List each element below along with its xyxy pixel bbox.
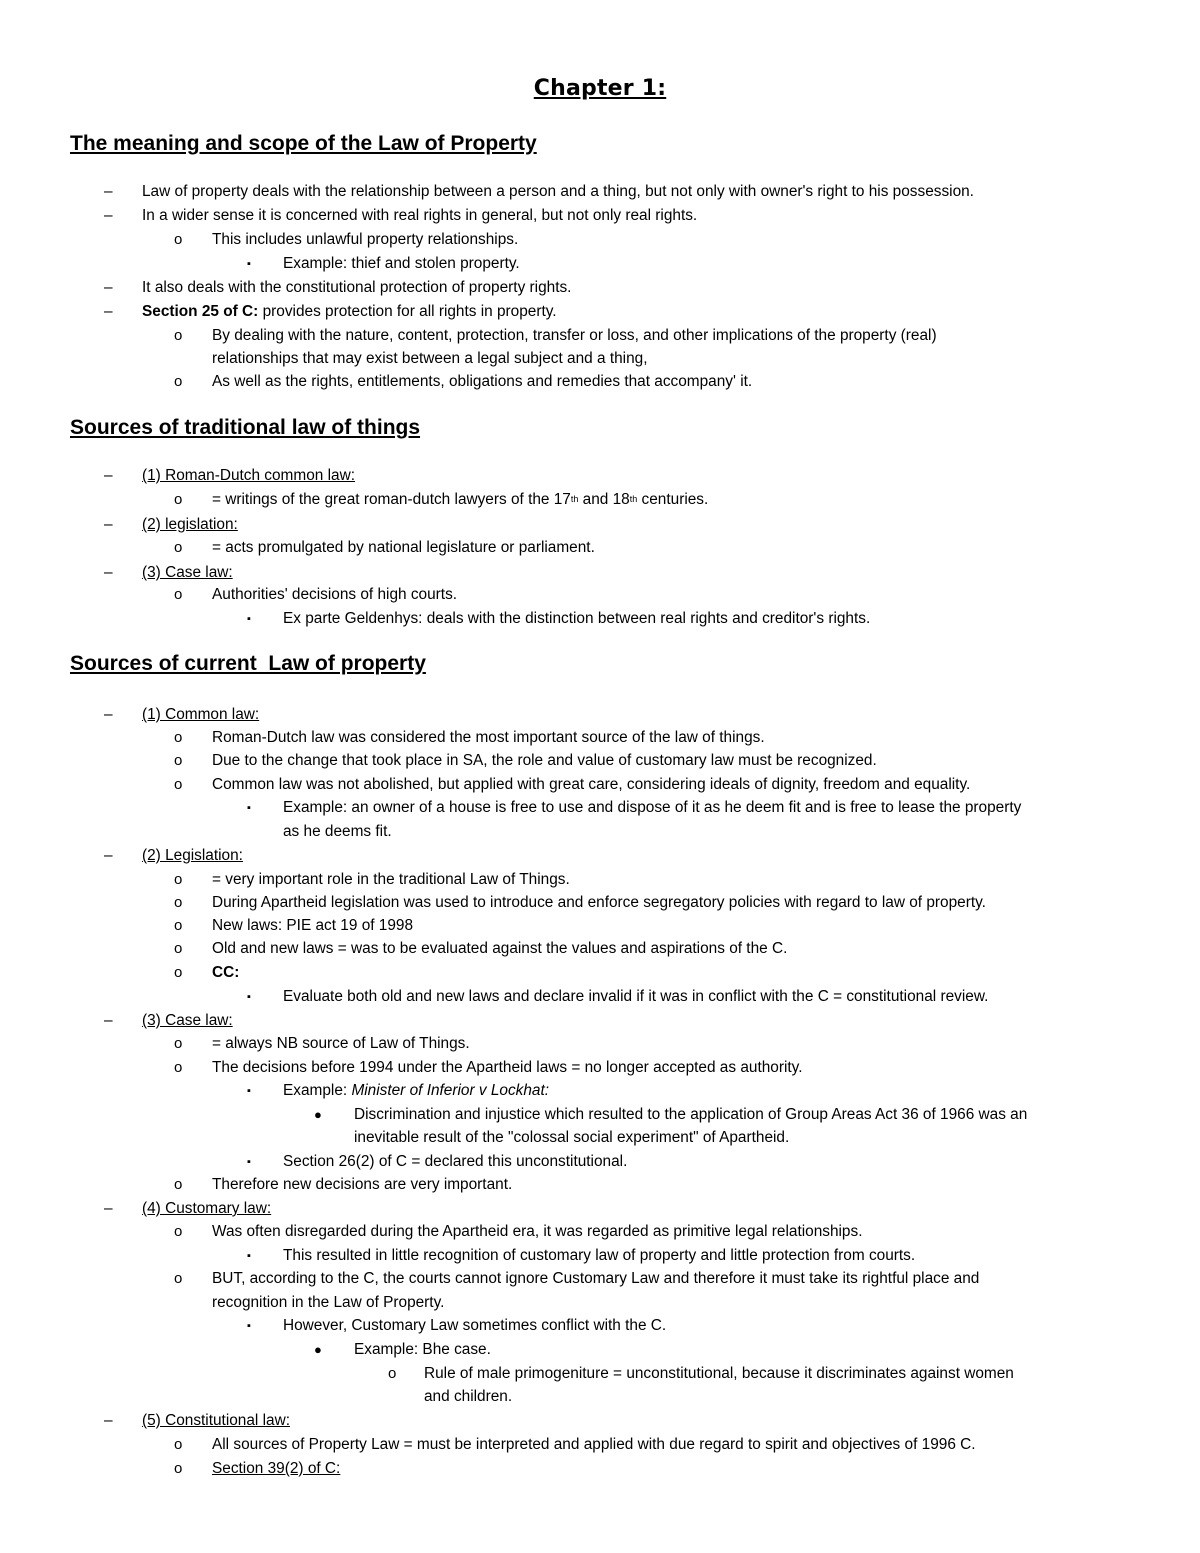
dash-bullet: –: [104, 1412, 113, 1429]
list-item: It also deals with the constitutional protection of property rights.: [142, 279, 572, 296]
list-item: Section 26(2) of C = declared this unconstitutional.: [283, 1153, 628, 1170]
dot-bullet: ●: [314, 1107, 322, 1122]
circle-bullet: o: [174, 1436, 183, 1453]
circle-bullet: o: [174, 539, 183, 556]
circle-bullet: o: [174, 776, 183, 793]
list-item: Example: thief and stolen property.: [283, 255, 520, 272]
circle-bullet: o: [174, 1460, 183, 1477]
list-item: = acts promulgated by national legislature or parliament.: [212, 539, 595, 556]
list-item: As well as the rights, entitlements, obligations and remedies that accompany' it.: [212, 373, 753, 390]
square-bullet: ▪: [247, 1250, 251, 1262]
circle-bullet: o: [174, 940, 183, 957]
circle-bullet: o: [174, 1059, 183, 1076]
list-item: = always NB source of Law of Things.: [212, 1035, 470, 1052]
dash-bullet: –: [104, 1012, 113, 1029]
list-item-label: (2) Legislation:: [142, 847, 243, 864]
list-item: Authorities' decisions of high courts.: [212, 586, 458, 603]
list-item: Discrimination and injustice which resulted to the application of Group Areas Act 36 of 1966 was an: [354, 1106, 1028, 1123]
list-item: Law of property deals with the relationship between a person and a thing, but not only with owner's right to his possession.: [142, 183, 974, 200]
square-bullet: ▪: [247, 802, 251, 814]
list-item-label: (2) legislation:: [142, 516, 238, 533]
list-item: Roman-Dutch law was considered the most important source of the law of things.: [212, 729, 765, 746]
square-bullet: ▪: [247, 991, 251, 1003]
square-bullet: ▪: [247, 1320, 251, 1332]
section-heading-current-sources: Sources of current Law of property: [70, 652, 426, 675]
list-item: Therefore new decisions are very important.: [212, 1176, 513, 1193]
square-bullet: ▪: [247, 1085, 251, 1097]
list-item-continuation: relationships that may exist between a legal subject and a thing,: [212, 350, 648, 367]
circle-bullet: o: [174, 1223, 183, 1240]
circle-bullet: o: [174, 1176, 183, 1193]
circle-bullet: o: [388, 1365, 397, 1382]
list-item-label: (3) Case law:: [142, 564, 233, 581]
list-item: Old and new laws = was to be evaluated against the values and aspirations of the C.: [212, 940, 788, 957]
list-item-text: provides protection for all rights in property.: [258, 303, 557, 320]
list-item-label: (1) Common law:: [142, 706, 260, 723]
square-bullet: ▪: [247, 613, 251, 625]
list-item: Common law was not abolished, but applied with great care, considering ideals of dignity, freedom and equality.: [212, 776, 971, 793]
dash-bullet: –: [104, 279, 113, 296]
list-item: Due to the change that took place in SA, the role and value of customary law must be recognized.: [212, 752, 877, 769]
list-item-continuation: inevitable result of the "colossal social experiment" of Apartheid.: [354, 1129, 790, 1146]
list-item: New laws: PIE act 19 of 1998: [212, 917, 414, 934]
list-item: Rule of male primogeniture = unconstitutional, because it discriminates against women: [424, 1365, 1014, 1382]
dash-bullet: –: [104, 303, 113, 320]
list-item-label: (4) Customary law:: [142, 1200, 272, 1217]
dash-bullet: –: [104, 516, 113, 533]
dash-bullet: –: [104, 467, 113, 484]
list-item-label: (3) Case law:: [142, 1012, 233, 1029]
list-item: Example: Minister of Inferior v Lockhat:: [283, 1082, 550, 1099]
list-item: This resulted in little recognition of customary law of property and little protection from courts.: [283, 1247, 916, 1264]
square-bullet: ▪: [247, 258, 251, 270]
circle-bullet: o: [174, 231, 183, 248]
circle-bullet: o: [174, 327, 183, 344]
case-name: Minister of Inferior v Lockhat:: [351, 1082, 550, 1099]
dash-bullet: –: [104, 183, 113, 200]
list-item: Was often disregarded during the Apartheid era, it was regarded as primitive legal relationships.: [212, 1223, 863, 1240]
dash-bullet: –: [104, 207, 113, 224]
circle-bullet: o: [174, 894, 183, 911]
list-item: All sources of Property Law = must be interpreted and applied with due regard to spirit and objectives of 1996 C.: [212, 1436, 976, 1453]
circle-bullet: o: [174, 752, 183, 769]
list-item-continuation: and children.: [424, 1388, 513, 1405]
list-item: [142, 303, 557, 321]
chapter-title: Chapter 1:: [533, 76, 667, 101]
section-heading-meaning-scope: The meaning and scope of the Law of Property: [70, 132, 537, 155]
list-item: By dealing with the nature, content, protection, transfer or loss, and other implications of the property (real): [212, 327, 937, 344]
dash-bullet: –: [104, 847, 113, 864]
section-heading-traditional-sources: Sources of traditional law of things: [70, 416, 421, 439]
circle-bullet: o: [174, 964, 183, 981]
dash-bullet: –: [104, 564, 113, 581]
list-item: Evaluate both old and new laws and declare invalid if it was in conflict with the C = constitutional review.: [283, 988, 989, 1005]
list-item-continuation: as he deems fit.: [283, 823, 392, 840]
dash-bullet: –: [104, 706, 113, 723]
circle-bullet: o: [174, 373, 183, 390]
list-item: Ex parte Geldenhys: deals with the distinction between real rights and creditor's rights.: [283, 610, 871, 627]
list-item-continuation: recognition in the Law of Property.: [212, 1294, 445, 1311]
square-bullet: ▪: [247, 1156, 251, 1168]
dot-bullet: ●: [314, 1342, 322, 1357]
circle-bullet: o: [174, 586, 183, 603]
list-item: = writings of the great roman-dutch lawyers of the 17th and 18th centuries.: [212, 491, 709, 508]
list-item-label: Section 39(2) of C:: [212, 1460, 341, 1477]
circle-bullet: o: [174, 729, 183, 746]
list-item-label: (5) Constitutional law:: [142, 1412, 290, 1429]
list-item: During Apartheid legislation was used to introduce and enforce segregatory policies with regard to law of property.: [212, 894, 986, 911]
list-item: The decisions before 1994 under the Apartheid laws = no longer accepted as authority.: [212, 1059, 803, 1076]
circle-bullet: o: [174, 1035, 183, 1052]
dash-bullet: –: [104, 1200, 113, 1217]
list-item: BUT, according to the C, the courts cannot ignore Customary Law and therefore it must take its rightful place and: [212, 1270, 980, 1287]
circle-bullet: o: [174, 491, 183, 508]
list-item: = very important role in the traditional Law of Things.: [212, 871, 570, 888]
list-item: This includes unlawful property relationships.: [212, 231, 519, 248]
list-item: CC:: [212, 964, 240, 981]
circle-bullet: o: [174, 917, 183, 934]
list-item-label: (1) Roman-Dutch common law:: [142, 467, 355, 484]
list-item: Example: Bhe case.: [354, 1341, 491, 1358]
list-item: Example: an owner of a house is free to use and dispose of it as he deem fit and is free to lease the property: [283, 799, 1022, 816]
section-ref: Section 25 of C:: [142, 303, 259, 320]
list-item: However, Customary Law sometimes conflict with the C.: [283, 1317, 667, 1334]
list-item: In a wider sense it is concerned with real rights in general, but not only real rights.: [142, 207, 698, 224]
circle-bullet: o: [174, 871, 183, 888]
circle-bullet: o: [174, 1270, 183, 1287]
